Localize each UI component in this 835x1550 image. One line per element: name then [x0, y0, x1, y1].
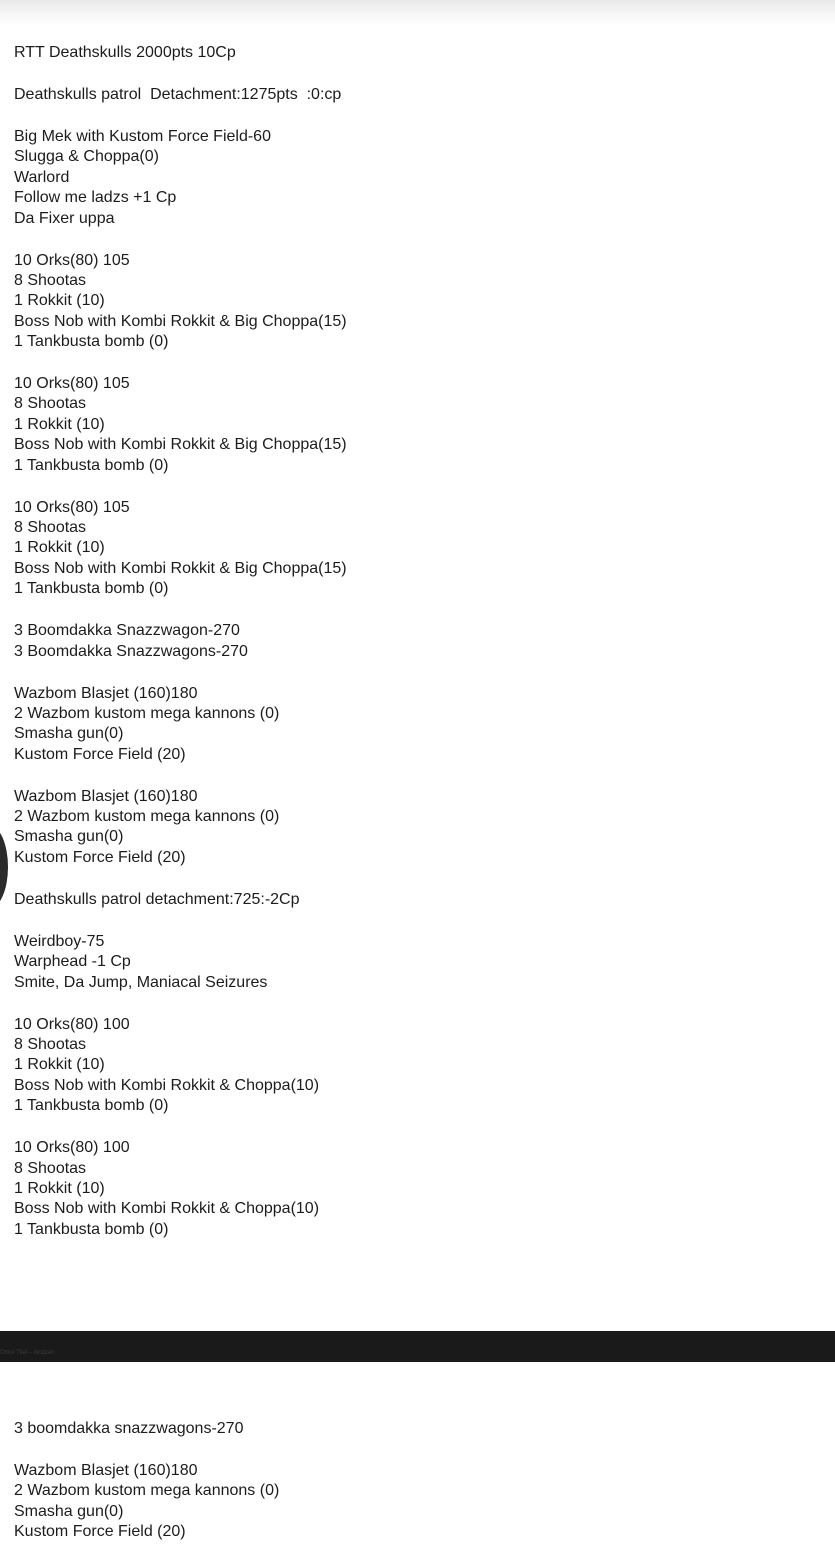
blank-line	[14, 662, 814, 684]
blank-line	[14, 63, 814, 85]
text-line: 2 Wazbom kustom mega kannons (0)	[14, 1482, 280, 1500]
text-line: 2 Wazbom kustom mega kannons (0)	[14, 808, 280, 826]
divider-faint-text: Ohne Titel – Notizen	[0, 1350, 55, 1356]
text-line: Smasha gun(0)	[14, 1502, 124, 1520]
text-line: Wazbom Blasjet (160)180	[14, 787, 198, 805]
blank-line	[14, 868, 814, 890]
text-line: Kustom Force Field (20)	[14, 848, 186, 866]
text-line: Deathskulls patrol Detachment:1275pts :0:cp	[14, 85, 342, 103]
text-line: 10 Orks(80) 105	[14, 375, 130, 393]
blank-line	[14, 1439, 814, 1461]
army-list-continuation	[14, 1419, 814, 1543]
text-line: Smite, Da Jump, Maniacal Seizures	[14, 973, 268, 991]
text-line: Kustom Force Field (20)	[14, 1523, 186, 1541]
text-line: Smasha gun(0)	[14, 828, 124, 846]
army-list-document	[14, 43, 814, 1240]
text-line: Boss Nob with Kombi Rokkit & Big Choppa(15)	[14, 312, 347, 330]
top-shadow	[0, 0, 835, 26]
blank-line	[14, 600, 814, 622]
text-line: 3 boomdakka snazzwagons-270	[14, 1420, 244, 1437]
text-line: Slugga & Choppa(0)	[14, 148, 159, 166]
text-line: 8 Shootas	[14, 395, 87, 413]
text-line: Deathskulls patrol detachment:725:-2Cp	[14, 890, 300, 908]
text-line: 8 Shootas	[14, 1159, 87, 1177]
text-line: 10 Orks(80) 100	[14, 1139, 130, 1157]
text-line: Kustom Force Field (20)	[14, 745, 186, 763]
edge-shadow	[0, 826, 8, 908]
blank-line	[14, 910, 814, 932]
text-line: Follow me ladzs +1 Cp	[14, 189, 177, 207]
text-line: 10 Orks(80) 105	[14, 498, 130, 516]
text-line: 10 Orks(80) 100	[14, 1015, 130, 1033]
text-line: 1 Tankbusta bomb (0)	[14, 1220, 169, 1238]
text-line: Smasha gun(0)	[14, 725, 124, 743]
text-line: 1 Rokkit (10)	[14, 1179, 105, 1197]
text-line: 3 Boomdakka Snazzwagon-270	[14, 622, 240, 640]
text-line: 1 Rokkit (10)	[14, 1056, 105, 1074]
text-line: Wazbom Blasjet (160)180	[14, 1461, 198, 1479]
text-line: 8 Shootas	[14, 519, 87, 536]
blank-line	[14, 352, 814, 374]
text-line: Big Mek with Kustom Force Field-60	[14, 127, 271, 145]
text-line: 10 Orks(80) 105	[14, 251, 130, 269]
text-line: 3 Boomdakka Snazzwagons-270	[14, 642, 248, 660]
text-line: 1 Rokkit (10)	[14, 539, 105, 557]
text-line: RTT Deathskulls 2000pts 10Cp	[14, 44, 236, 61]
text-line: Weirdboy-75	[14, 932, 105, 950]
text-line: 8 Shootas	[14, 1035, 87, 1053]
text-line: 1 Rokkit (10)	[14, 415, 105, 433]
text-line: Boss Nob with Kombi Rokkit & Big Choppa(15)	[14, 559, 347, 577]
blank-line	[14, 993, 814, 1015]
text-line: 1 Rokkit (10)	[14, 292, 105, 310]
text-line: Boss Nob with Kombi Rokkit & Big Choppa(15)	[14, 436, 347, 454]
text-line: Warlord	[14, 168, 70, 186]
text-line: 2 Wazbom kustom mega kannons (0)	[14, 704, 280, 722]
text-line: Warphead -1 Cp	[14, 953, 131, 971]
screenshot-divider-bar	[0, 1331, 835, 1362]
blank-line	[14, 1117, 814, 1139]
text-line: 1 Tankbusta bomb (0)	[14, 333, 169, 351]
text-line: 1 Tankbusta bomb (0)	[14, 580, 169, 598]
blank-line	[14, 476, 814, 498]
blank-line	[14, 765, 814, 787]
blank-line	[14, 105, 814, 127]
blank-line	[14, 229, 814, 251]
text-line: Boss Nob with Kombi Rokkit & Choppa(10)	[14, 1076, 320, 1094]
text-line: Da Fixer uppa	[14, 209, 115, 227]
text-line: 8 Shootas	[14, 271, 87, 289]
text-line: Boss Nob with Kombi Rokkit & Choppa(10)	[14, 1200, 320, 1218]
text-line: 1 Tankbusta bomb (0)	[14, 456, 169, 474]
text-line: Wazbom Blasjet (160)180	[14, 684, 198, 702]
text-line: 1 Tankbusta bomb (0)	[14, 1097, 169, 1115]
